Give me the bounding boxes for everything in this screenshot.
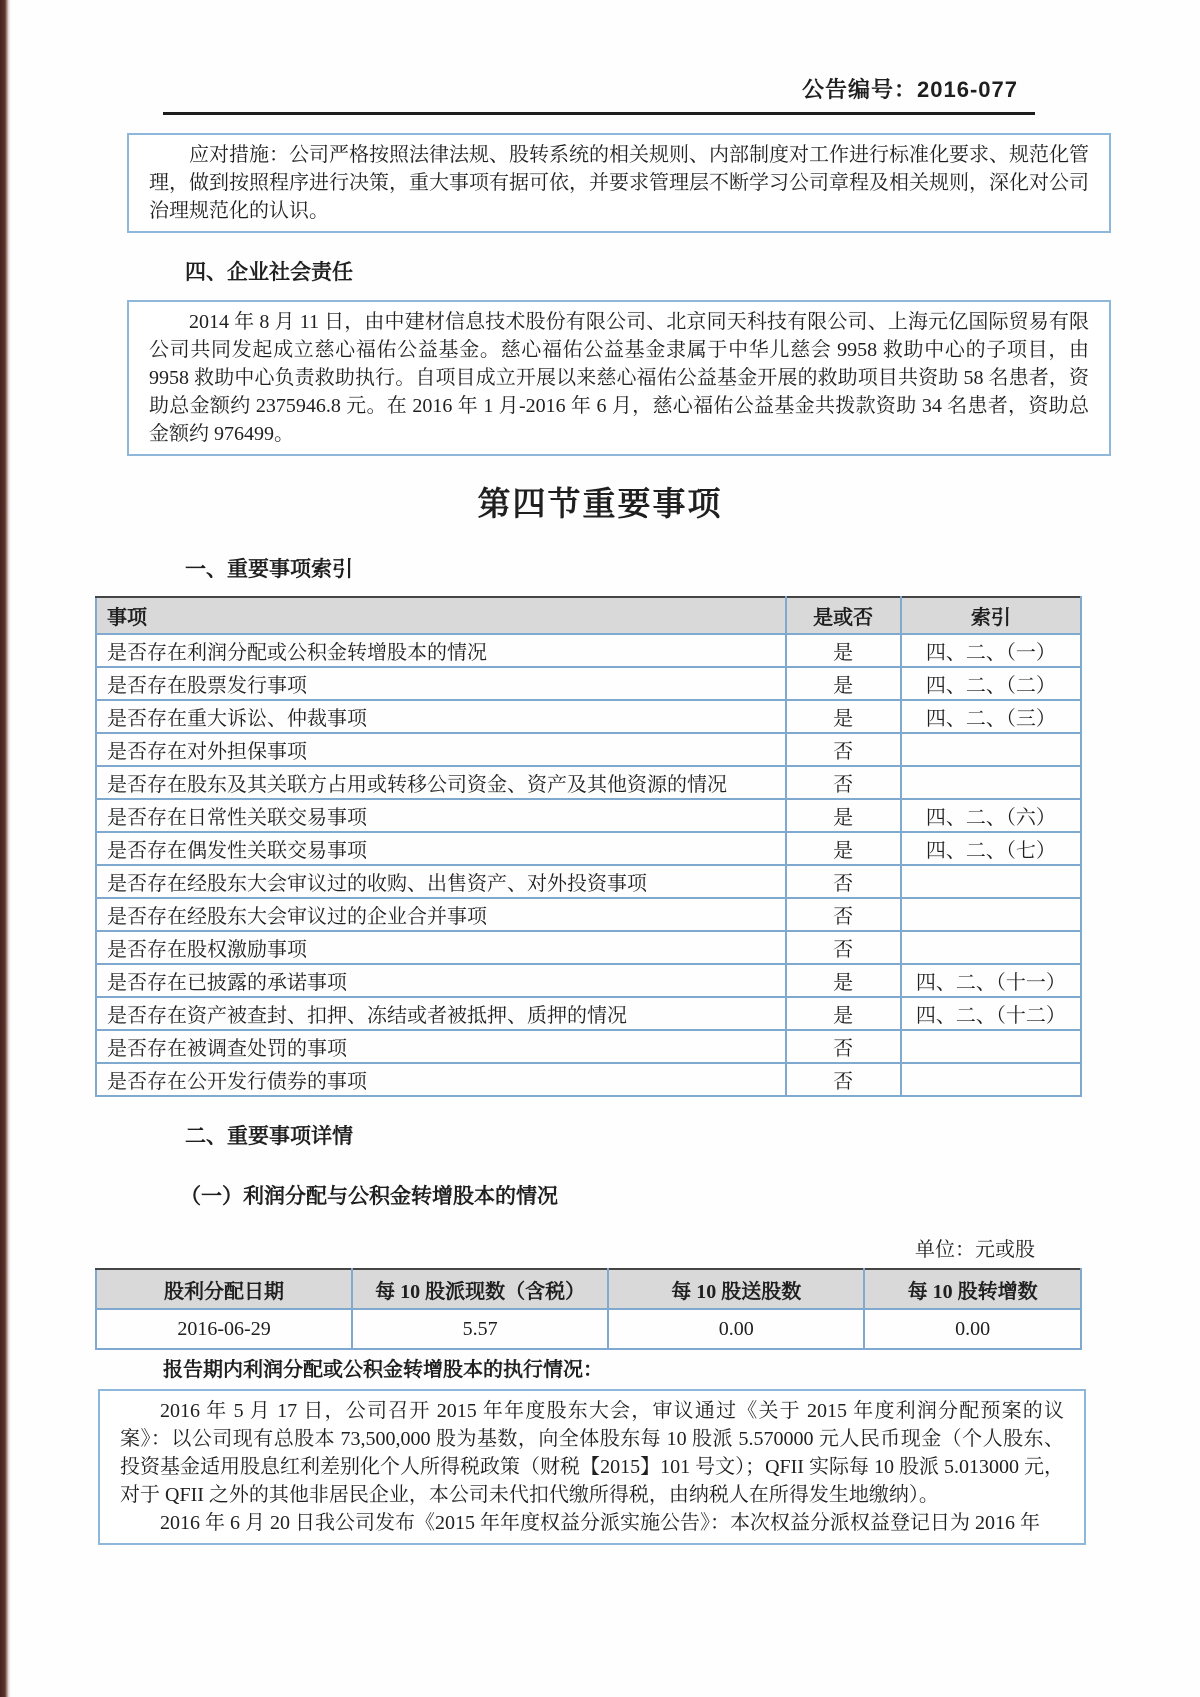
item-cell: 是否存在资产被查封、扣押、冻结或者被抵押、质押的情况	[96, 997, 786, 1030]
col-header-increase-per-10: 每 10 股转增数	[864, 1269, 1081, 1309]
item-cell: 是否存在被调查处罚的事项	[96, 1030, 786, 1063]
item-cell: 是否存在股东及其关联方占用或转移公司资金、资产及其他资源的情况	[96, 766, 786, 799]
yes-no-cell: 是	[786, 964, 901, 997]
index-cell	[901, 931, 1081, 964]
yes-no-cell: 是	[786, 700, 901, 733]
table-row	[96, 964, 1081, 997]
yes-no-cell: 否	[786, 931, 901, 964]
yes-no-cell: 否	[786, 1063, 901, 1096]
execution-paragraph: 2016 年 5 月 17 日，公司召开 2015 年年度股东大会，审议通过《关于 2015 年度利润分配预案的议案》：以公司现有总股本 73,500,000 股为基数，向全体股东每 10 股派 5.570000 元人民币现金（个人股东、投资基金适用股息红利差别化个人所得税政策（财税【2015】101 号文）；QFII 实际每 10 股派 5.013000 元，对于 QFII 之外的其他非居民企业，本公司未代扣代缴所得税，由纳税人在所得发生地缴纳）。	[120, 1400, 1064, 1506]
index-cell: 四、二、（六）	[901, 799, 1081, 832]
yes-no-cell: 是	[786, 799, 901, 832]
item-cell: 是否存在股权激励事项	[96, 931, 786, 964]
yes-no-cell: 否	[786, 898, 901, 931]
table-row	[96, 898, 1081, 931]
yes-no-cell: 是	[786, 667, 901, 700]
col-header-index: 索引	[901, 597, 1081, 634]
index-cell	[901, 1063, 1081, 1096]
dividend-date-cell: 2016-06-29	[96, 1309, 352, 1349]
yes-no-cell: 是	[786, 997, 901, 1030]
item-cell: 是否存在偶发性关联交易事项	[96, 832, 786, 865]
chapter-title: 第四节重要事项	[477, 485, 723, 522]
details-heading: 二、重要事项详情	[185, 1125, 353, 1148]
measures-box	[127, 133, 1111, 233]
dividend-table-body	[96, 1309, 1081, 1349]
cash-per-10-cell: 5.57	[352, 1309, 608, 1349]
important-items-table-body	[96, 634, 1081, 1096]
index-cell	[901, 865, 1081, 898]
execution-paragraph: 2016 年 6 月 20 日我公司发布《2015 年年度权益分派实施公告》：本次权益分派权益登记日为 2016 年	[160, 1512, 1040, 1534]
header-rule	[163, 112, 1035, 115]
col-header-item: 事项	[96, 597, 786, 634]
item-cell: 是否存在公开发行债券的事项	[96, 1063, 786, 1096]
table-row	[96, 997, 1081, 1030]
announcement-number: 公告编号：2016-077	[802, 77, 1018, 102]
item-cell: 是否存在经股东大会审议过的收购、出售资产、对外投资事项	[96, 865, 786, 898]
table-row	[96, 799, 1081, 832]
index-cell	[901, 766, 1081, 799]
measures-text: 应对措施：公司严格按照法律法规、股转系统的相关规则、内部制度对工作进行标准化要求、规范化管理，做到按照程序进行决策，重大事项有据可依，并要求管理层不断学习公司章程及相关规则，深化对公司治理规范化的认识。	[149, 144, 1089, 222]
table-header-row	[96, 1269, 1081, 1309]
important-items-table	[95, 596, 1082, 1097]
col-header-dividend-date: 股利分配日期	[96, 1269, 352, 1309]
col-header-bonus-per-10: 每 10 股送股数	[608, 1269, 864, 1309]
table-row	[96, 766, 1081, 799]
table-row	[96, 1030, 1081, 1063]
index-heading: 一、重要事项索引	[185, 558, 353, 581]
index-cell: 四、二、（十一）	[901, 964, 1081, 997]
table-row	[96, 1063, 1081, 1096]
increase-per-10-cell: 0.00	[864, 1309, 1081, 1349]
index-cell: 四、二、（二）	[901, 667, 1081, 700]
item-cell: 是否存在股票发行事项	[96, 667, 786, 700]
important-items-table-head	[96, 597, 1081, 634]
yes-no-cell: 否	[786, 766, 901, 799]
execution-box	[98, 1389, 1086, 1545]
table-row	[96, 700, 1081, 733]
item-cell: 是否存在日常性关联交易事项	[96, 799, 786, 832]
item-cell: 是否存在已披露的承诺事项	[96, 964, 786, 997]
col-header-yes-no: 是或否	[786, 597, 901, 634]
item-cell: 是否存在利润分配或公积金转增股本的情况	[96, 634, 786, 667]
index-cell: 四、二、（三）	[901, 700, 1081, 733]
dividend-table-head	[96, 1269, 1081, 1309]
table-row	[96, 865, 1081, 898]
scan-edge-artifact	[0, 0, 11, 1697]
table-header-row	[96, 597, 1081, 634]
index-cell	[901, 733, 1081, 766]
bonus-per-10-cell: 0.00	[608, 1309, 864, 1349]
yes-no-cell: 否	[786, 1030, 901, 1063]
csr-heading: 四、企业社会责任	[185, 261, 353, 284]
profit-distribution-heading: （一）利润分配与公积金转增股本的情况	[180, 1185, 558, 1208]
table-row	[96, 1309, 1081, 1349]
item-cell: 是否存在重大诉讼、仲裁事项	[96, 700, 786, 733]
index-cell: 四、二、（一）	[901, 634, 1081, 667]
index-cell: 四、二、（七）	[901, 832, 1081, 865]
table-row	[96, 634, 1081, 667]
unit-note: 单位：元或股	[915, 1239, 1035, 1261]
table-row	[96, 667, 1081, 700]
index-cell: 四、二、（十二）	[901, 997, 1081, 1030]
yes-no-cell: 是	[786, 832, 901, 865]
dividend-table	[95, 1268, 1082, 1350]
index-cell	[901, 1030, 1081, 1063]
table-row	[96, 733, 1081, 766]
csr-box	[127, 300, 1111, 456]
csr-text: 2014 年 8 月 11 日，由中建材信息技术股份有限公司、北京同天科技有限公司、上海元亿国际贸易有限公司共同发起成立慈心福佑公益基金。慈心福佑公益基金隶属于中华儿慈会 9958 救助中心的子项目，由 9958 救助中心负责救助执行。自项目成立开展以来慈心福佑公益基金开展的救助项目共资助 58 名患者，资助总金额约 2375946.8 元。在 2016 年 1 月-2016 年 6 月，慈心福佑公益基金共拨款资助 34 名患者，资助总金额约 976499。	[149, 311, 1089, 445]
yes-no-cell: 是	[786, 634, 901, 667]
yes-no-cell: 否	[786, 865, 901, 898]
item-cell: 是否存在对外担保事项	[96, 733, 786, 766]
col-header-cash-per-10: 每 10 股派现数（含税）	[352, 1269, 608, 1309]
item-cell: 是否存在经股东大会审议过的企业合并事项	[96, 898, 786, 931]
yes-no-cell: 否	[786, 733, 901, 766]
index-cell	[901, 898, 1081, 931]
execution-heading: 报告期内利润分配或公积金转增股本的执行情况：	[163, 1359, 603, 1381]
table-row	[96, 931, 1081, 964]
table-row	[96, 832, 1081, 865]
